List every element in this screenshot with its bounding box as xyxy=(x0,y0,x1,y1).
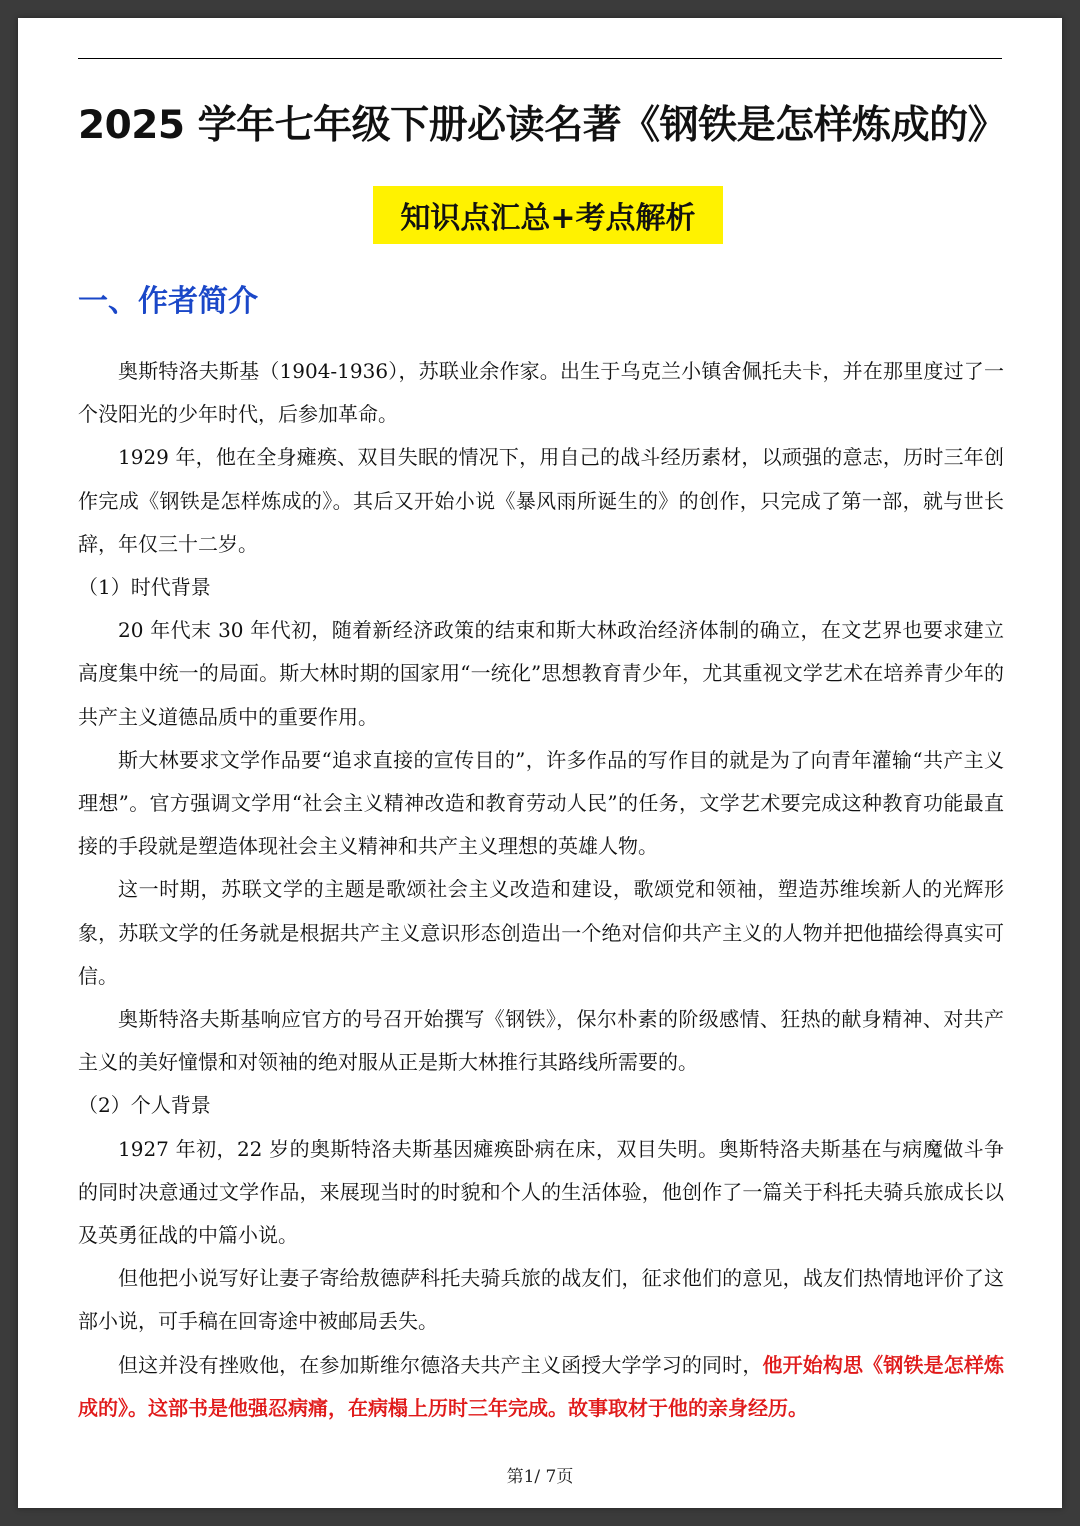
paragraph-era-2: 斯大林要求文学作品要“追求直接的宣传目的”，许多作品的写作目的就是为了向青年灌输“共产主义理想”。官方强调文学用“社会主义精神改造和教育劳动人民”的任务，文学艺术要完成这种教育功能最直接的手段就是塑造体现社会主义精神和共产主义理想的英雄人物。 xyxy=(78,747,1004,859)
paragraph-personal-3-emphasis: 他开始构思《钢铁是怎样炼成的》。这部书是他强忍病痛，在病榻上历时三年完成。故事取材于他的亲身经历。 xyxy=(78,1352,1005,1420)
paragraph-personal-3-plain: 但这并没有挫败他，在参加斯维尔德洛夫共产主义函授大学学习的同时， xyxy=(118,1352,763,1377)
subheading-personal-background: （2）个人背景 xyxy=(78,1093,211,1118)
paragraph-era-1: 20 年代末 30 年代初，随着新经济政策的结束和斯大林政治经济体制的确立，在文艺界也要求建立高度集中统一的局面。斯大林时期的国家用“一统化”思想教育青少年，尤其重视文学艺术在培养青少年的共产主义道德品质中的重要作用。 xyxy=(78,618,1004,729)
subtitle-text: 知识点汇总+考点解析 xyxy=(400,201,696,236)
section-heading-author: 一、作者简介 xyxy=(78,284,258,319)
paragraph-era-4: 奥斯特洛夫斯基响应官方的号召开始撰写《钢铁》，保尔朴素的阶级感情、狂热的献身精神、对共产主义的美好憧憬和对领袖的绝对服从正是斯大林推行其路线所需要的。 xyxy=(78,1007,1004,1075)
page-number: 第1/ 7页 xyxy=(506,1467,574,1487)
document-title: 2025 学年七年级下册必读名著《钢铁是怎样炼成的》 xyxy=(78,103,1007,148)
body-text xyxy=(78,350,1004,1430)
paragraph-era-3: 这一时期，苏联文学的主题是歌颂社会主义改造和建设，歌颂党和领袖，塑造苏维埃新人的光辉形象，苏联文学的任务就是根据共产主义意识形态创造出一个绝对信仰共产主义的人物并把他描绘得真实可信。 xyxy=(78,877,1004,988)
document-page xyxy=(18,18,1062,1508)
paragraph-personal-1: 1927 年初，22 岁的奥斯特洛夫斯基因瘫痪卧病在床，双目失明。奥斯特洛夫斯基在与病魔做斗争的同时决意通过文学作品，来展现当时的时貌和个人的生活体验，他创作了一篇关于科托夫骑兵旅成长以及英勇征战的中篇小说。 xyxy=(78,1136,1004,1248)
paragraph-1929: 1929 年，他在全身瘫痪、双目失眠的情况下，用自己的战斗经历素材，以顽强的意志，历时三年创作完成《钢铁是怎样炼成的》。其后又开始小说《暴风雨所诞生的》的创作，只完成了第一部，就与世长辞，年仅三十二岁。 xyxy=(78,445,1004,556)
top-divider xyxy=(78,58,1002,59)
paragraph-author-intro: 奥斯特洛夫斯基（1904-1936），苏联业余作家。出生于乌克兰小镇舍佩托夫卡，并在那里度过了一个没阳光的少年时代，后参加革命。 xyxy=(78,359,1004,427)
subheading-era-background: （1）时代背景 xyxy=(78,575,211,600)
subtitle-highlight xyxy=(373,186,723,244)
paragraph-personal-2: 但他把小说写好让妻子寄给敖德萨科托夫骑兵旅的战友们，征求他们的意见，战友们热情地评价了这部小说，可手稿在回寄途中被邮局丢失。 xyxy=(78,1266,1004,1334)
paragraph-personal-3 xyxy=(78,1344,1004,1430)
